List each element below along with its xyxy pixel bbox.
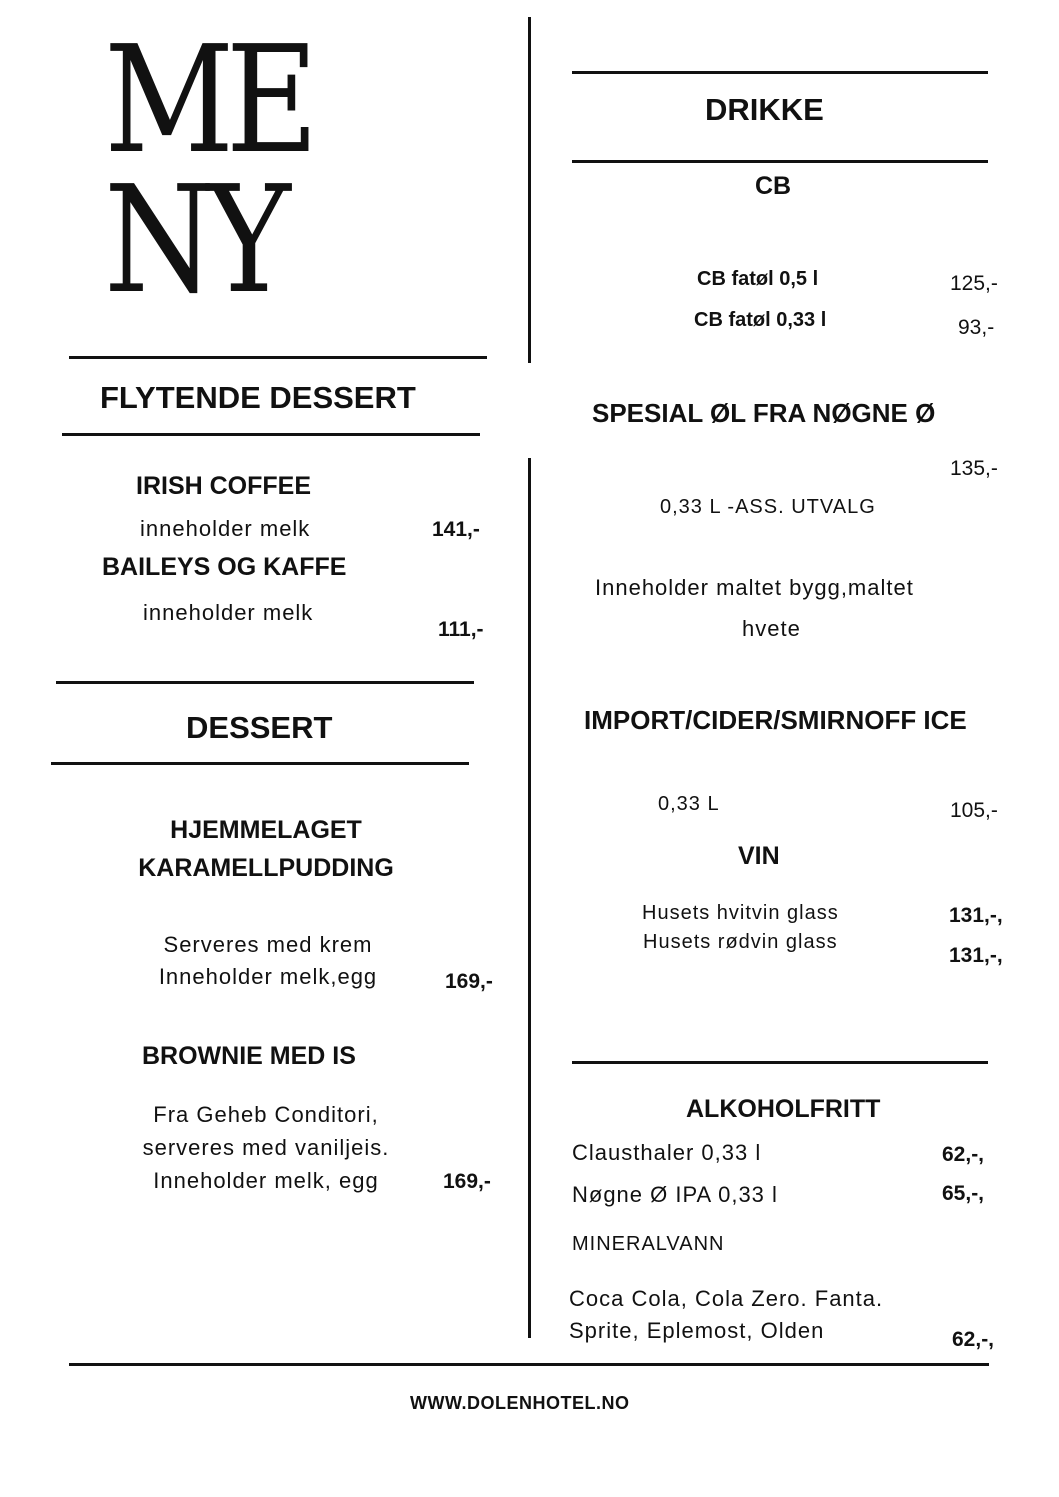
subheading-alkoholfritt: ALKOHOLFRITT: [686, 1095, 881, 1123]
item-name: Husets rødvin glass: [643, 931, 838, 953]
item-price: 169,-: [445, 970, 493, 993]
item-desc: Inneholder melk,egg: [158, 964, 378, 989]
divider: [56, 681, 474, 684]
item-price: 125,-: [950, 272, 998, 295]
item-price: 141,-: [432, 518, 480, 541]
item-name: CB fatøl 0,33 l: [694, 309, 827, 331]
item-desc: Fra Geheb Conditori,: [153, 1102, 379, 1127]
item-price: 62,-,: [942, 1143, 985, 1166]
divider: [572, 71, 988, 74]
column-divider-top: [528, 17, 531, 363]
item-size: 0,33 L: [658, 793, 720, 815]
item-desc: Inneholder maltet bygg,maltet: [595, 575, 914, 600]
divider: [572, 160, 988, 163]
divider: [572, 1061, 988, 1064]
divider: [51, 762, 469, 765]
item-price: 131,-,: [949, 944, 1003, 967]
subheading-import: IMPORT/CIDER/SMIRNOFF ICE: [584, 705, 967, 735]
item-name-karamellpudding-line1: HJEMMELAGET: [170, 816, 362, 844]
item-desc: serveres med vaniljeis.: [142, 1135, 390, 1160]
item-price: 131,-,: [949, 904, 1003, 927]
item-name-irish-coffee: IRISH COFFEE: [136, 472, 312, 500]
item-price: 62,-,: [952, 1328, 995, 1351]
item-price: 169,-: [443, 1170, 491, 1193]
footer-website-link[interactable]: WWW.DOLENHOTEL.NO: [410, 1393, 630, 1413]
item-desc: Sprite, Eplemost, Olden: [569, 1318, 825, 1343]
subheading-cb: CB: [755, 172, 792, 200]
item-desc: hvete: [742, 616, 801, 641]
item-name-brownie: BROWNIE MED IS: [142, 1042, 356, 1070]
divider: [69, 356, 487, 359]
item-desc: Coca Cola, Cola Zero. Fanta.: [569, 1286, 884, 1311]
subheading-spesial: SPESIAL ØL FRA NØGNE Ø: [592, 398, 936, 428]
column-divider-bottom: [528, 458, 531, 1338]
item-price: 105,-: [950, 799, 998, 822]
item-desc: Inneholder melk, egg: [153, 1168, 379, 1193]
item-price: 93,-: [958, 316, 995, 339]
subheading-vin: VIN: [738, 842, 780, 870]
item-name: CB fatøl 0,5 l: [697, 268, 819, 290]
menu-title-line1: ME: [104, 14, 311, 186]
section-heading-dessert: DESSERT: [186, 710, 333, 745]
item-price: 111,-: [438, 618, 484, 641]
item-name: Husets hvitvin glass: [642, 902, 839, 924]
menu-title-line2: NY: [104, 154, 283, 326]
section-heading-drikke: DRIKKE: [705, 92, 824, 127]
item-name: Clausthaler 0,33 l: [572, 1140, 762, 1165]
item-price: 65,-,: [942, 1182, 985, 1205]
subheading-mineralvann: MINERALVANN: [572, 1233, 725, 1255]
item-desc: Serveres med krem: [163, 932, 373, 957]
item-price: 135,-: [950, 457, 998, 480]
divider: [62, 433, 480, 436]
item-size: 0,33 L -ASS. UTVALG: [660, 496, 876, 518]
item-name-karamellpudding-line2: KARAMELLPUDDING: [138, 854, 394, 882]
footer-divider: [69, 1363, 989, 1366]
item-desc: inneholder melk: [143, 600, 314, 625]
section-heading-flytende-dessert: FLYTENDE DESSERT: [100, 380, 416, 415]
item-desc: inneholder melk: [140, 516, 311, 541]
item-name-baileys: BAILEYS OG KAFFE: [102, 553, 347, 581]
item-name: Nøgne Ø IPA 0,33 l: [572, 1182, 778, 1207]
